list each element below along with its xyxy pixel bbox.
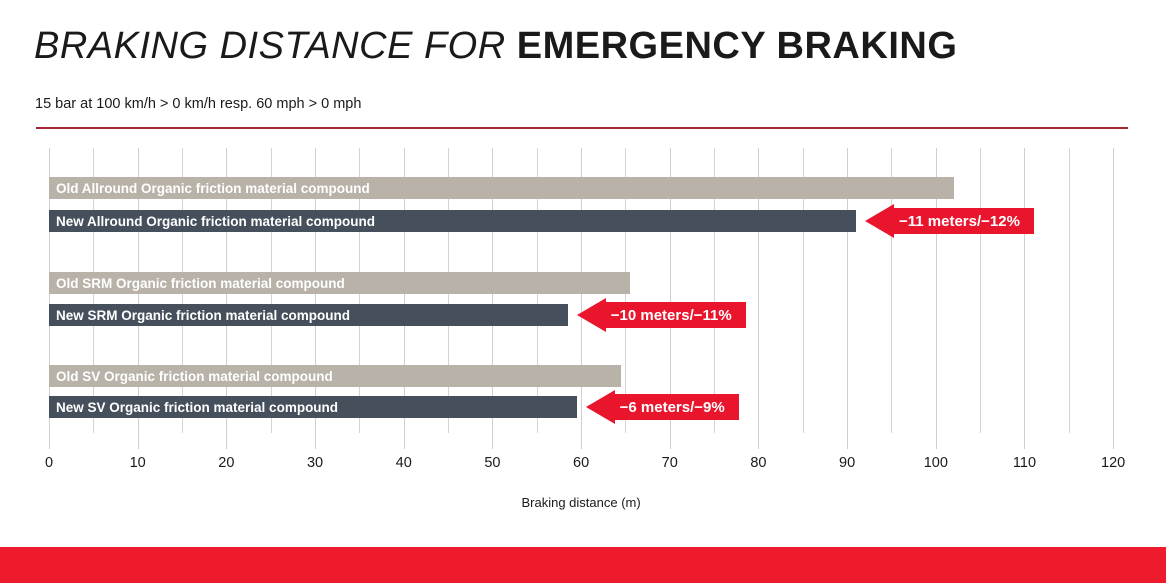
- reduction-annotation-label: −11 meters/−12%: [894, 208, 1034, 234]
- x-axis-tick-label: 70: [661, 455, 678, 471]
- x-axis-tick-label: 110: [1012, 455, 1037, 471]
- bar-old-compound: [49, 177, 954, 199]
- x-axis-tick-label: 20: [218, 455, 235, 471]
- bar-label: Old SV Organic friction material compound: [56, 368, 333, 384]
- x-axis-tick-label: 60: [573, 455, 590, 471]
- page-title-italic-part: BRAKING DISTANCE FOR: [34, 25, 506, 67]
- reduction-annotation: [577, 298, 746, 332]
- x-axis-tick-label: 100: [923, 455, 948, 471]
- bar-label: Old SRM Organic friction material compound: [56, 275, 345, 291]
- reduction-annotation: [865, 204, 1034, 238]
- bar-label: Old Allround Organic friction material compound: [56, 180, 370, 196]
- bar-new-compound: [49, 210, 856, 232]
- bar-new-compound: [49, 304, 568, 326]
- reduction-annotation-label: −10 meters/−11%: [606, 302, 746, 328]
- page-title-bold-part: EMERGENCY BRAKING: [516, 25, 958, 67]
- x-axis-tick-label: 10: [129, 455, 146, 471]
- x-axis-tick-label: 30: [306, 455, 324, 471]
- left-arrow-icon: [586, 390, 615, 424]
- bar-label: New Allround Organic friction material compound: [56, 213, 376, 229]
- bar-new-compound: [49, 396, 577, 418]
- left-arrow-icon: [865, 204, 894, 238]
- minor-gridline: [1069, 148, 1070, 433]
- chart-subtitle: 15 bar at 100 km/h > 0 km/h resp. 60 mph > 0 mph: [35, 96, 362, 112]
- x-axis-tick-label: 90: [839, 455, 856, 471]
- x-axis-tick-label: 120: [1101, 455, 1126, 471]
- footer-accent-bar: [0, 547, 1166, 583]
- x-axis-tick-label: 80: [750, 455, 767, 471]
- x-axis-tick-label: 40: [395, 455, 412, 471]
- bar-old-compound: [49, 272, 630, 294]
- x-axis-tick-label: 0: [44, 455, 54, 471]
- left-arrow-icon: [577, 298, 606, 332]
- bar-label: New SRM Organic friction material compound: [56, 307, 351, 323]
- x-axis-tick-label: 50: [484, 455, 501, 471]
- reduction-annotation-label: −6 meters/−9%: [615, 394, 739, 420]
- x-axis-title: Braking distance (m): [521, 495, 641, 510]
- major-gridline: [1113, 148, 1114, 449]
- major-gridline: [1024, 148, 1025, 449]
- bar-label: New SV Organic friction material compound: [56, 399, 339, 415]
- reduction-annotation: [586, 390, 739, 424]
- minor-gridline: [980, 148, 981, 433]
- bar-old-compound: [49, 365, 621, 387]
